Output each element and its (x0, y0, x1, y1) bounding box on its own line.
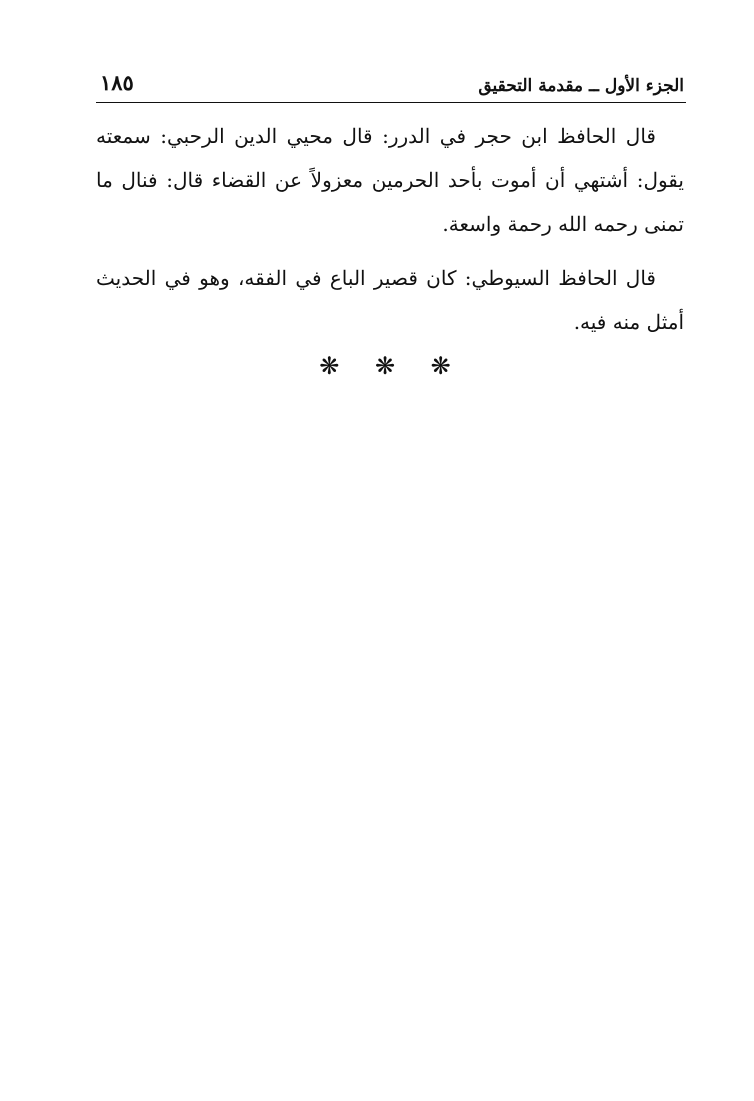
running-header (98, 68, 686, 102)
body-text (96, 114, 684, 354)
page-number: ١٨٥ (100, 70, 134, 95)
paragraph-1: قال الحافظ ابن حجر في الدرر: قال محيي الدين الرحبي: سمعته يقول: أشتهي أن أموت بأحد الحرمين معزولاً عن القضاء قال: فنال ما تمنى رحمه الله رحمة واسعة. (96, 124, 684, 236)
header-title: الجزء الأول ــ مقدمة التحقيق (478, 76, 684, 96)
header-rule (96, 102, 686, 103)
section-separator: ❋ ❋ ❋ (319, 352, 465, 380)
paragraph-2: قال الحافظ السيوطي: كان قصير الباع في الفقه، وهو في الحديث أمثل منه فيه. (96, 266, 684, 334)
